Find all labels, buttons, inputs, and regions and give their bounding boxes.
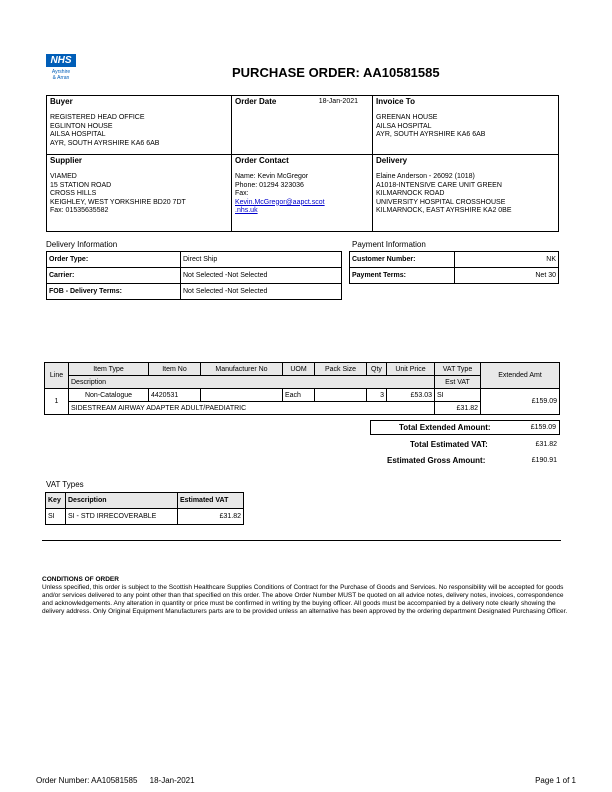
header-unit-price: Unit Price xyxy=(387,363,435,376)
delivery-line: KILMARNOCK ROAD xyxy=(376,190,445,197)
line-extended-amt: £159.09 xyxy=(481,389,560,415)
delivery-info-title: Delivery Information xyxy=(46,240,118,249)
table-row xyxy=(47,252,342,268)
vat-types-title: VAT Types xyxy=(46,480,84,489)
delivery-line: A1018-INTENSIVE CARE UNIT GREEN xyxy=(376,181,502,189)
invoice-to-section xyxy=(372,95,559,155)
line-manufacturer-no xyxy=(201,389,283,402)
header-extended-amt: Extended Amt xyxy=(481,363,560,389)
vat-types-table xyxy=(45,492,244,525)
table-header-row xyxy=(46,493,244,509)
line-description: SIDESTREAM AIRWAY ADAPTER ADULT/PAEDIATRIC xyxy=(69,402,435,415)
delivery-section xyxy=(372,154,559,232)
logo-subtitle-2: & Arran xyxy=(52,75,70,81)
supplier-line: KEIGHLEY, WEST YORKSHIRE BD20 7DT xyxy=(50,198,186,206)
footer-page-number: Page 1 of 1 xyxy=(535,776,576,785)
line-qty: 3 xyxy=(367,389,387,402)
buyer-line: REGISTERED HEAD OFFICE xyxy=(50,114,145,121)
delivery-info-value: Direct Ship xyxy=(181,252,342,268)
contact-name: Name: Kevin McGregor xyxy=(235,173,309,180)
header-qty: Qty xyxy=(367,363,387,376)
buyer-line: AILSA HOSPITAL xyxy=(50,131,106,138)
vat-header-key: Key xyxy=(46,493,66,509)
conditions-of-order xyxy=(42,576,572,616)
total-vat-label: Total Estimated VAT: xyxy=(410,440,488,449)
logo-subtitle-1: Ayrshire xyxy=(51,69,71,75)
footer-order-info xyxy=(36,776,195,785)
footer-order-number: Order Number: AA10581585 xyxy=(36,776,138,785)
table-row xyxy=(350,268,559,284)
total-vat-value: £31.82 xyxy=(535,441,557,448)
order-date-heading: Order Date xyxy=(235,97,277,106)
order-contact-heading: Order Contact xyxy=(235,156,289,165)
total-vat-row xyxy=(370,438,560,452)
vat-estimated: £31.82 xyxy=(178,509,244,525)
delivery-info-label: Carrier: xyxy=(47,268,181,284)
payment-info-label: Payment Terms: xyxy=(350,268,455,284)
order-date-value: 18-Jan-2021 xyxy=(318,98,358,105)
total-gross-row xyxy=(370,454,560,468)
vat-key: SI xyxy=(46,509,66,525)
conditions-title: CONDITIONS OF ORDER xyxy=(42,576,119,583)
conditions-body: Unless specified, this order is subject to the Scottish Healthcare Supplies Conditions of Contract for the Purchase of Goods and Services. No responsibility will be accepted for goods and/or services delivered to any point other than that specified on this order. The above Order Number MUST be quoted on all advice notes, delivery notes, invoices, correspondence and acknowledgements. Any alteration in quantity or price must be confirmed in writing by the buying officer. All goods must be accompanied by a delivery note clearly showing the delivery address. Only Original Equipment Manufacturers parts are to be provided unless an alternative has been approved by the ordering department Designated Purchasing Officer. xyxy=(42,584,568,615)
line-pack-size xyxy=(315,389,367,402)
header-item-type: Item Type xyxy=(69,363,149,376)
supplier-line: CROSS HILLS xyxy=(50,190,97,197)
buyer-line: AYR, SOUTH AYRSHIRE KA6 6AB xyxy=(50,139,160,147)
total-extended-row xyxy=(370,420,560,435)
delivery-line: UNIVERSITY HOSPITAL CROSSHOUSE xyxy=(376,198,506,206)
payment-info-title: Payment Information xyxy=(352,240,426,249)
header-uom: UOM xyxy=(283,363,315,376)
header-line: Line xyxy=(45,363,69,389)
vat-description: SI - STD IRRECOVERABLE xyxy=(66,509,178,525)
payment-info-table xyxy=(349,251,559,284)
order-lines-table xyxy=(44,362,560,415)
invoice-to-line: AILSA HOSPITAL xyxy=(376,122,432,130)
footer-date: 18-Jan-2021 xyxy=(149,776,195,785)
vat-header-estimated: Estimated VAT xyxy=(178,493,244,509)
line-item-type: Non-Catalogue xyxy=(69,389,149,402)
total-extended-label: Total Extended Amount: xyxy=(399,423,491,432)
payment-info-label: Customer Number: xyxy=(350,252,455,268)
delivery-heading: Delivery xyxy=(376,156,408,165)
supplier-heading: Supplier xyxy=(50,156,83,165)
contact-email-link-cont[interactable]: .nhs.uk xyxy=(235,207,258,214)
contact-fax: Fax: xyxy=(235,190,249,197)
table-row xyxy=(350,252,559,268)
order-contact-section xyxy=(231,154,373,232)
total-gross-label: Estimated Gross Amount: xyxy=(387,456,486,465)
nhs-logo xyxy=(42,54,80,81)
table-row xyxy=(47,268,342,284)
payment-info-value: NK xyxy=(455,252,559,268)
table-row xyxy=(45,389,560,402)
delivery-info-table xyxy=(46,251,342,300)
supplier-section xyxy=(46,154,232,232)
buyer-heading: Buyer xyxy=(50,97,73,106)
invoice-to-line: AYR, SOUTH AYRSHIRE KA6 6AB xyxy=(376,131,486,138)
line-item-no: 4420531 xyxy=(149,389,201,402)
delivery-line: Elaine Anderson - 26092 (1018) xyxy=(376,173,475,180)
buyer-line: EGLINTON HOUSE xyxy=(50,122,113,130)
buyer-section xyxy=(46,95,232,155)
line-est-vat: £31.82 xyxy=(435,402,481,415)
header-pack-size: Pack Size xyxy=(315,363,367,376)
line-uom: Each xyxy=(283,389,315,402)
delivery-info-value: Not Selected -Not Selected xyxy=(181,284,342,300)
invoice-to-heading: Invoice To xyxy=(376,97,415,106)
header-item-no: Item No xyxy=(149,363,201,376)
supplier-line: 15 STATION ROAD xyxy=(50,181,112,189)
delivery-info-label: FOB - Delivery Terms: xyxy=(47,284,181,300)
contact-phone: Phone: 01294 323036 xyxy=(235,181,304,189)
total-gross-value: £190.91 xyxy=(531,457,557,464)
header-manufacturer-no: Manufacturer No xyxy=(201,363,283,376)
line-unit-price: £53.03 xyxy=(387,389,435,402)
line-number: 1 xyxy=(45,389,69,415)
header-est-vat: Est VAT xyxy=(435,376,481,389)
delivery-line: KILMARNOCK, EAST AYRSHIRE KA2 0BE xyxy=(376,207,512,214)
nhs-logo-mark: NHS xyxy=(46,54,76,67)
divider xyxy=(42,540,561,541)
invoice-to-line: GREENAN HOUSE xyxy=(376,114,438,121)
total-extended-value: £159.09 xyxy=(530,424,556,431)
payment-info-value: Net 30 xyxy=(455,268,559,284)
header-vat-type: VAT Type xyxy=(435,363,481,376)
delivery-info-value: Not Selected -Not Selected xyxy=(181,268,342,284)
vat-header-description: Description xyxy=(66,493,178,509)
table-row xyxy=(47,284,342,300)
line-vat-type: SI xyxy=(435,389,481,402)
delivery-info-label: Order Type: xyxy=(47,252,181,268)
supplier-line: Fax: 01535635582 xyxy=(50,207,109,214)
contact-email-link[interactable]: Kevin.McGregor@aapct.scot xyxy=(235,198,325,206)
page-title: PURCHASE ORDER: AA10581585 xyxy=(232,65,440,80)
order-date-section xyxy=(231,95,373,155)
supplier-line: VIAMED xyxy=(50,173,77,180)
table-header-row xyxy=(45,363,560,376)
header-description: Description xyxy=(69,376,435,389)
table-row xyxy=(46,509,244,525)
